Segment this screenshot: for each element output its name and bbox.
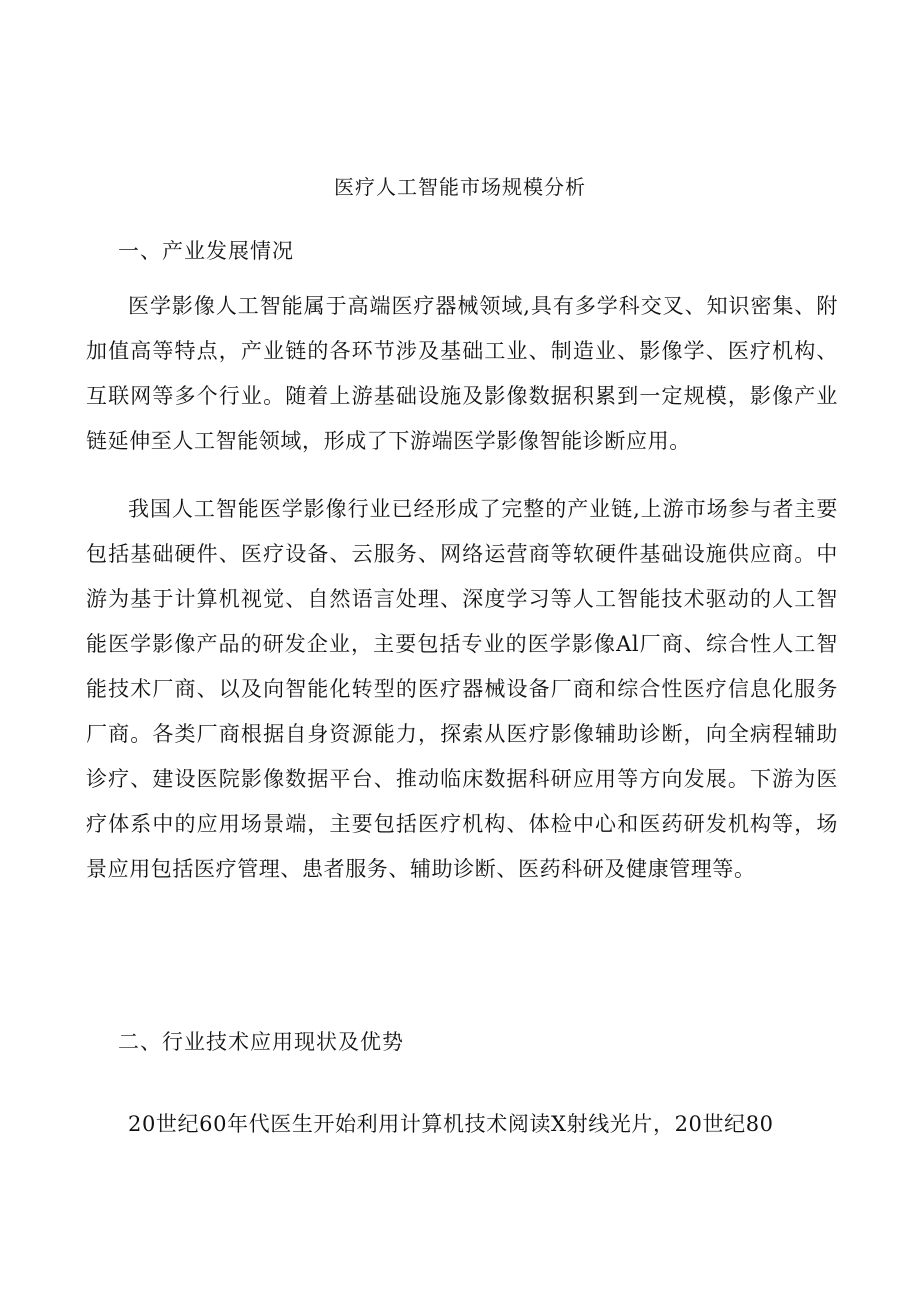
paragraph-technology-history: 20世纪60年代医生开始利用计算机技术阅读X射线光片，20世纪80 [128, 1112, 774, 1136]
section-heading-technology-application: 二、行业技术应用现状及优势 [118, 1030, 404, 1054]
paragraph-industry-chain-structure: 我国人工智能医学影像行业已经形成了完整的产业链,上游市场参与者主要包括基础硬件、医疗设备、云服务、网络运营商等软硬件基础设施供应商。中游为基于计算机视觉、自然语言处理、深度学习等人工智能技术驱动的人工智能医学影像产品的研发企业，主要包括专业的医学影像Al厂商、综合性人工智能技术厂商、以及向智能化转型的医疗器械设备厂商和综合性医疗信息化服务厂商。各类厂商根据自身资源能力，探索从医疗影像辅助诊断，向全病程辅助诊疗、建设医院影像数据平台、推动临床数据科研应用等方向发展。下游为医疗体系中的应用场景端，主要包括医疗机构、体检中心和医药研发机构等，场景应用包括医疗管理、患者服务、辅助诊断、医药科研及健康管理等。 [86, 497, 838, 881]
section-heading-industry-development: 一、产业发展情况 [118, 239, 294, 263]
paragraph-industry-chain-overview: 医学影像人工智能属于高端医疗器械领域,具有多学科交叉、知识密集、附加值高等特点，产业链的各环节涉及基础工业、制造业、影像学、医疗机构、互联网等多个行业。随着上游基础设施及影像数据积累到一定规模，影像产业链延伸至人工智能领域，形成了下游端医学影像智能诊断应用。 [86, 294, 838, 453]
document-title: 医疗人工智能市场规模分析 [334, 175, 586, 199]
